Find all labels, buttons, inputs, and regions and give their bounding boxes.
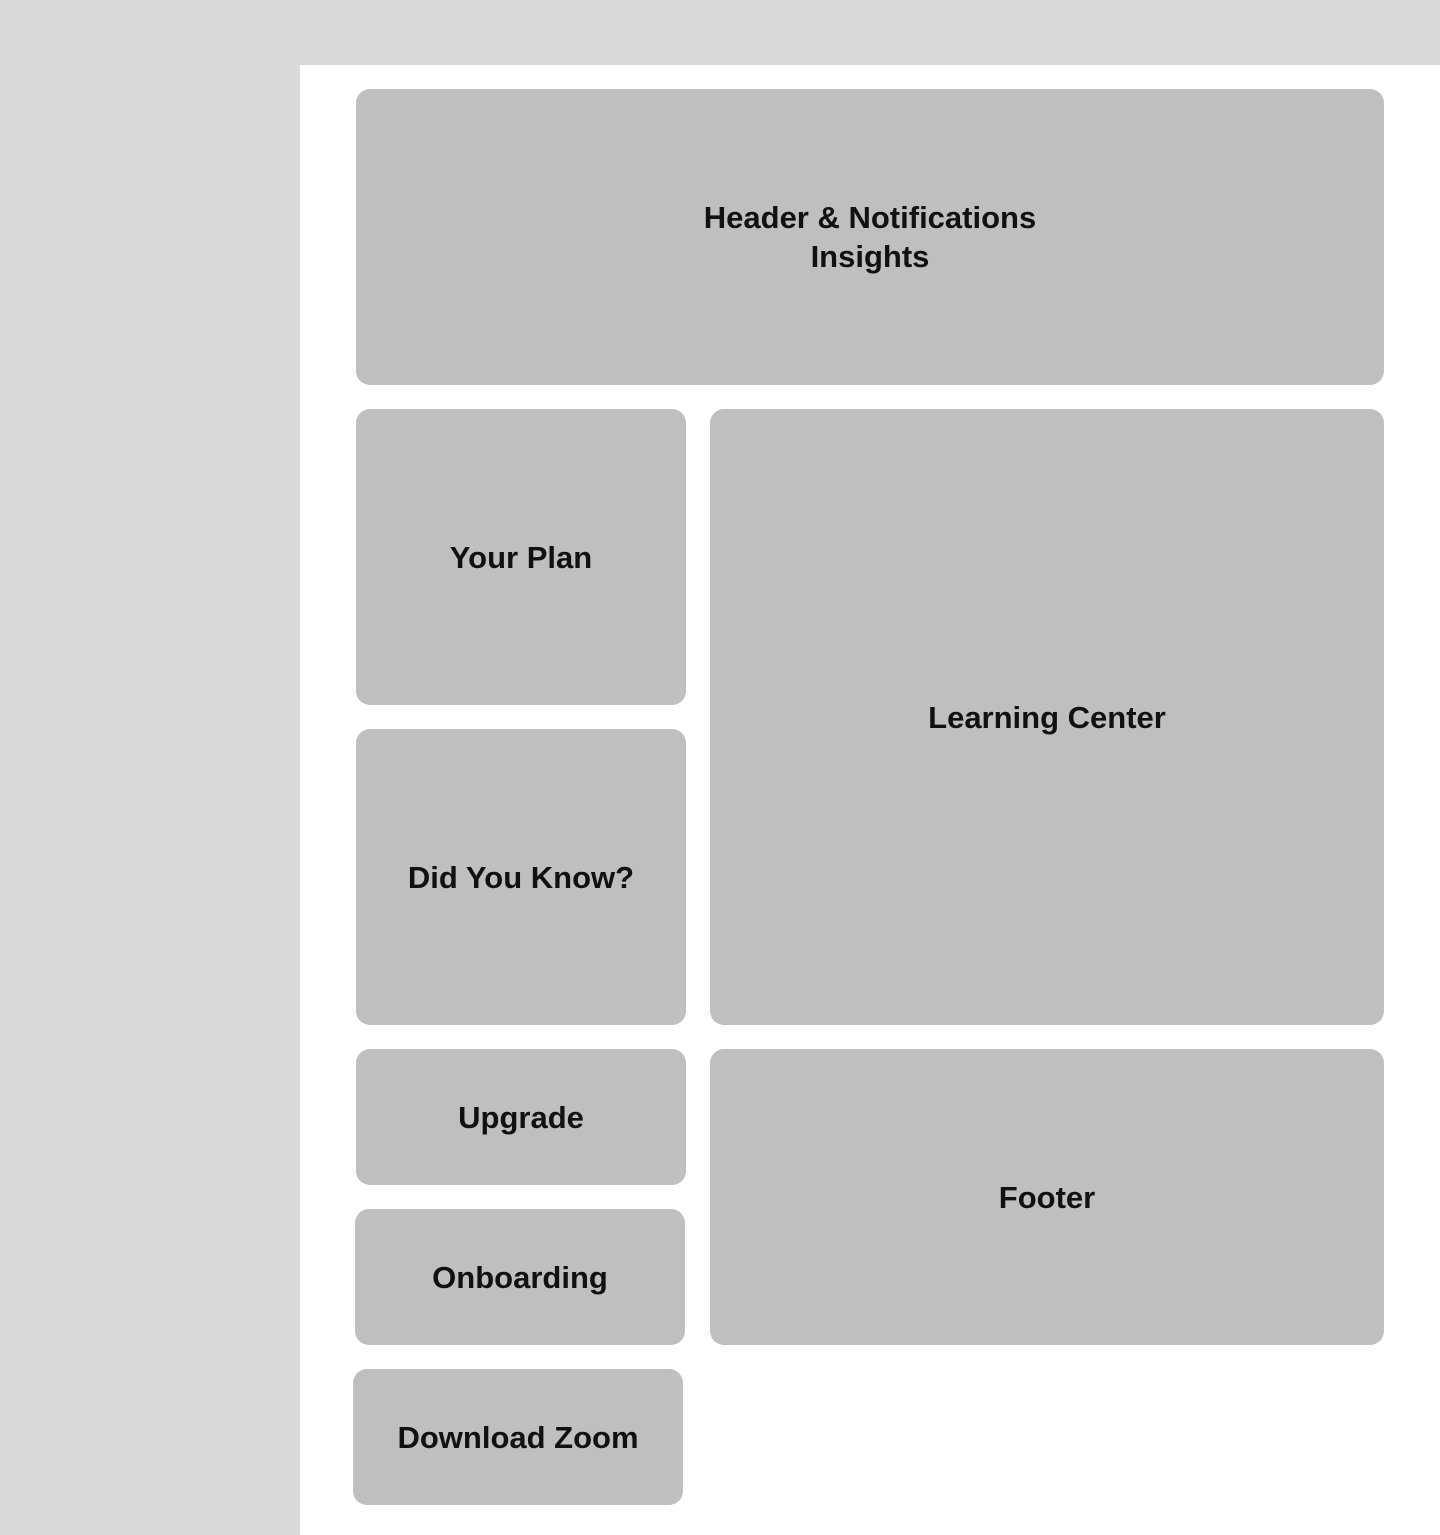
header-notifications-card[interactable] bbox=[356, 89, 1384, 385]
sidebar bbox=[0, 0, 300, 1535]
download-zoom-card[interactable] bbox=[353, 1369, 683, 1505]
learning-center-label: Learning Center bbox=[928, 699, 1166, 735]
upgrade-label: Upgrade bbox=[458, 1099, 584, 1135]
header-subtitle: Insights bbox=[810, 239, 930, 274]
onboarding-card[interactable] bbox=[355, 1209, 685, 1345]
header-card-labels bbox=[704, 198, 1036, 276]
onboarding-label: Onboarding bbox=[432, 1259, 608, 1295]
footer-card[interactable] bbox=[710, 1049, 1384, 1345]
your-plan-card[interactable] bbox=[356, 409, 686, 705]
did-you-know-label: Did You Know? bbox=[407, 859, 635, 895]
download-zoom-label: Download Zoom bbox=[397, 1419, 639, 1455]
learning-center-card[interactable] bbox=[710, 409, 1384, 1025]
did-you-know-card[interactable] bbox=[356, 729, 686, 1025]
header-title: Header & Notifications bbox=[703, 200, 1037, 235]
upgrade-card[interactable] bbox=[356, 1049, 686, 1185]
your-plan-label: Your Plan bbox=[449, 539, 593, 575]
footer-label: Footer bbox=[998, 1179, 1096, 1215]
